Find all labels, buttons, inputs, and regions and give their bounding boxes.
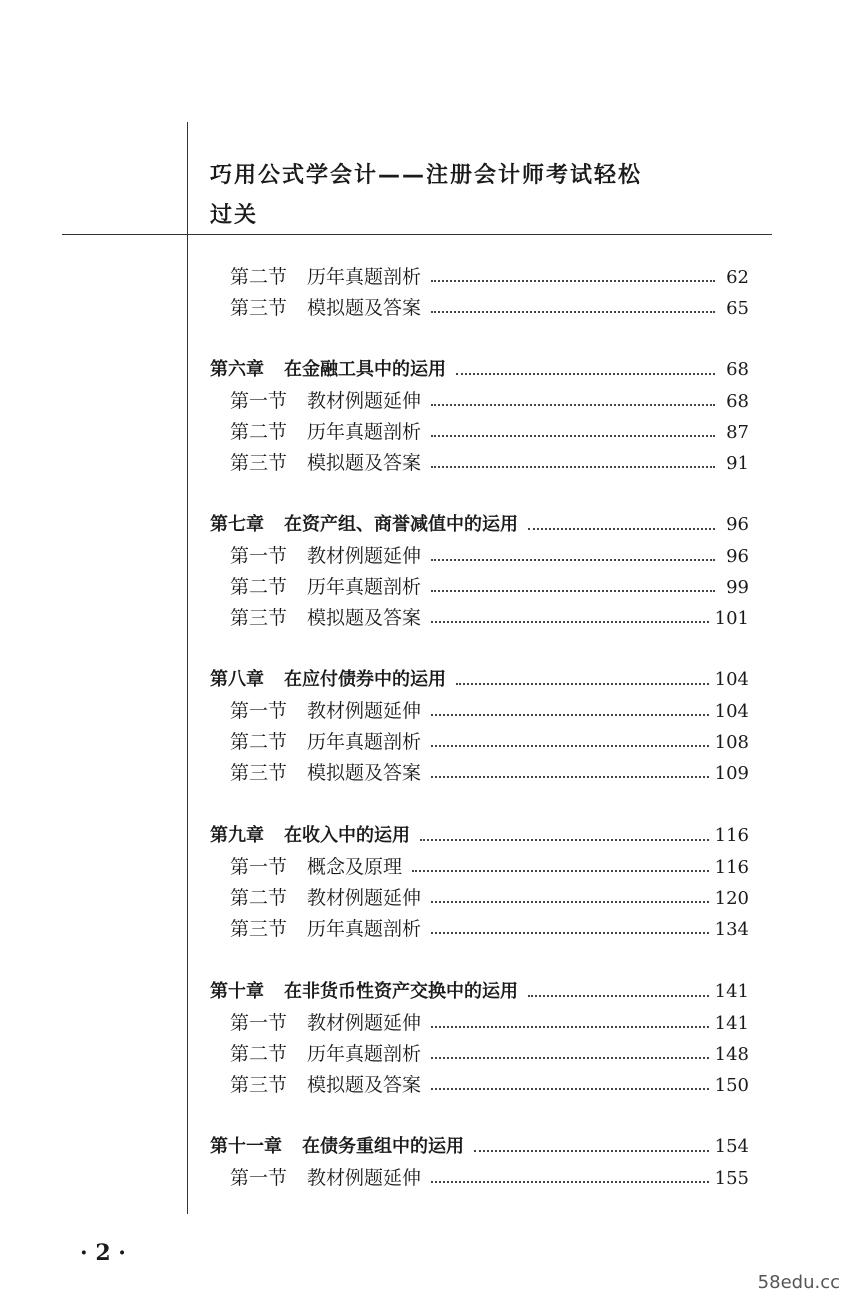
toc-entry-page: 65 bbox=[726, 298, 749, 319]
toc-entry-page: 87 bbox=[726, 422, 749, 443]
toc-entry-page: 62 bbox=[726, 267, 749, 288]
toc-entry-title: 在应付债券中的运用 bbox=[284, 669, 446, 690]
toc-dot-leader bbox=[431, 1088, 709, 1090]
toc-section-row bbox=[230, 727, 749, 757]
toc-entry-page: 99 bbox=[726, 577, 749, 598]
toc-entry-title: 模拟题及答案 bbox=[307, 452, 422, 474]
toc-section-row bbox=[230, 572, 749, 602]
toc-entry-title: 在债务重组中的运用 bbox=[302, 1136, 464, 1157]
toc-entry-number: 第一节 bbox=[230, 390, 288, 412]
toc-chapter-row bbox=[210, 821, 749, 851]
toc-entry-page: 134 bbox=[714, 919, 749, 940]
toc-dot-leader bbox=[431, 404, 715, 406]
toc-entry-title: 模拟题及答案 bbox=[307, 1074, 422, 1096]
toc-entry-title: 教材例题延伸 bbox=[307, 1167, 422, 1189]
toc-dot-leader bbox=[431, 1026, 709, 1028]
toc-entry-page: 109 bbox=[714, 763, 749, 784]
toc-entry-title: 教材例题延伸 bbox=[307, 545, 422, 567]
toc-section-row bbox=[230, 1008, 749, 1038]
watermark: 58edu.cc bbox=[757, 1272, 840, 1293]
toc-section-row bbox=[230, 603, 749, 633]
toc-entry-number: 第二节 bbox=[230, 421, 288, 443]
toc-entry-title: 教材例题延伸 bbox=[307, 887, 422, 909]
toc-entry-number: 第八章 bbox=[210, 669, 264, 690]
toc-entry-page: 141 bbox=[714, 1013, 749, 1034]
toc-entry-number: 第二节 bbox=[230, 887, 288, 909]
toc-dot-leader bbox=[412, 870, 709, 872]
toc-dot-leader bbox=[431, 621, 709, 623]
toc-entry-page: 155 bbox=[714, 1168, 749, 1189]
toc-dot-leader bbox=[474, 1150, 709, 1152]
toc-chapter-row bbox=[210, 665, 749, 695]
toc-entry-title: 历年真题剖析 bbox=[307, 266, 422, 288]
toc-entry-page: 104 bbox=[714, 701, 749, 722]
toc-entry-page: 150 bbox=[714, 1075, 749, 1096]
toc-entry-number: 第九章 bbox=[210, 825, 264, 846]
toc-entry-number: 第三节 bbox=[230, 762, 288, 784]
toc-entry-number: 第七章 bbox=[210, 514, 264, 535]
toc-entry-number: 第一节 bbox=[230, 1167, 288, 1189]
toc-entry-title: 在非货币性资产交换中的运用 bbox=[284, 981, 518, 1002]
toc-section-row bbox=[230, 448, 749, 478]
toc-section-row bbox=[230, 386, 749, 416]
toc-chapter-row bbox=[210, 977, 749, 1007]
toc-entry-page: 116 bbox=[714, 825, 749, 846]
toc-entry-page: 91 bbox=[726, 453, 749, 474]
toc-dot-leader bbox=[431, 745, 709, 747]
toc-entry-title: 模拟题及答案 bbox=[307, 762, 422, 784]
toc-section-row bbox=[230, 293, 749, 323]
toc-entry-title: 教材例题延伸 bbox=[307, 390, 422, 412]
toc-entry-number: 第二节 bbox=[230, 1043, 288, 1065]
toc-entry-page: 96 bbox=[726, 546, 749, 567]
toc-entry-title: 历年真题剖析 bbox=[307, 1043, 422, 1065]
toc-dot-leader bbox=[431, 1181, 709, 1183]
toc-entry-page: 108 bbox=[714, 732, 749, 753]
toc-entry-page: 96 bbox=[726, 514, 749, 535]
toc-dot-leader bbox=[431, 901, 709, 903]
toc-dot-leader bbox=[431, 714, 709, 716]
toc-section-row bbox=[230, 883, 749, 913]
toc-entry-title: 教材例题延伸 bbox=[307, 1012, 422, 1034]
toc-dot-leader bbox=[528, 995, 709, 997]
toc-dot-leader bbox=[456, 683, 709, 685]
page-number: · 2 · bbox=[80, 1240, 126, 1266]
toc-entry-title: 历年真题剖析 bbox=[307, 731, 422, 753]
toc-entry-title: 在收入中的运用 bbox=[284, 825, 410, 846]
toc-dot-leader bbox=[456, 373, 715, 375]
toc-entry-title: 概念及原理 bbox=[307, 856, 403, 878]
toc-section-row bbox=[230, 852, 749, 882]
toc-section-row bbox=[230, 541, 749, 571]
toc-entry-title: 模拟题及答案 bbox=[307, 607, 422, 629]
toc-dot-leader bbox=[431, 280, 715, 282]
header-title-line1: 巧用公式学会计——注册会计师考试轻松 bbox=[210, 163, 643, 188]
toc-entry-number: 第六章 bbox=[210, 359, 264, 380]
toc-entry-number: 第一节 bbox=[230, 545, 288, 567]
toc-dot-leader bbox=[431, 435, 715, 437]
toc-entry-page: 141 bbox=[714, 981, 749, 1002]
toc-section-row bbox=[230, 914, 749, 944]
toc-entry-number: 第三节 bbox=[230, 1074, 288, 1096]
toc-entry-page: 116 bbox=[714, 857, 749, 878]
toc-entry-number: 第二节 bbox=[230, 731, 288, 753]
toc-entry-number: 第二节 bbox=[230, 576, 288, 598]
toc-entry-page: 68 bbox=[726, 391, 749, 412]
toc-chapter-row bbox=[210, 355, 749, 385]
toc-entry-page: 101 bbox=[714, 608, 749, 629]
toc-entry-number: 第十一章 bbox=[210, 1136, 282, 1157]
toc-dot-leader bbox=[431, 466, 715, 468]
toc-section-row bbox=[230, 1039, 749, 1069]
toc-dot-leader bbox=[528, 528, 715, 530]
toc-entry-title: 历年真题剖析 bbox=[307, 918, 422, 940]
toc-chapter-row bbox=[210, 510, 749, 540]
toc-dot-leader bbox=[431, 559, 715, 561]
toc-entry-title: 历年真题剖析 bbox=[307, 576, 422, 598]
toc-section-row bbox=[230, 758, 749, 788]
toc-dot-leader bbox=[420, 839, 709, 841]
header-title-line2: 过关 bbox=[210, 203, 259, 228]
toc-entry-page: 68 bbox=[726, 359, 749, 380]
toc-section-row bbox=[230, 1070, 749, 1100]
toc-section-row bbox=[230, 417, 749, 447]
toc-dot-leader bbox=[431, 311, 715, 313]
toc-dot-leader bbox=[431, 590, 715, 592]
toc-entry-title: 教材例题延伸 bbox=[307, 700, 422, 722]
toc-chapter-row bbox=[210, 1132, 749, 1162]
toc-section-row bbox=[230, 696, 749, 726]
toc-dot-leader bbox=[431, 932, 709, 934]
toc-entry-title: 在金融工具中的运用 bbox=[284, 359, 446, 380]
toc-entry-title: 历年真题剖析 bbox=[307, 421, 422, 443]
toc-entry-page: 120 bbox=[714, 888, 749, 909]
toc-entry-number: 第十章 bbox=[210, 981, 264, 1002]
toc-dot-leader bbox=[431, 776, 709, 778]
toc-entry-number: 第一节 bbox=[230, 1012, 288, 1034]
toc-entry-number: 第二节 bbox=[230, 266, 288, 288]
toc-dot-leader bbox=[431, 1057, 709, 1059]
toc-section-row bbox=[230, 1163, 749, 1193]
toc-entry-number: 第三节 bbox=[230, 918, 288, 940]
toc-entry-number: 第三节 bbox=[230, 297, 288, 319]
toc-section-row bbox=[230, 262, 749, 292]
toc-entry-title: 在资产组、商誉减值中的运用 bbox=[284, 514, 518, 535]
toc-entry-title: 模拟题及答案 bbox=[307, 297, 422, 319]
toc-entry-number: 第三节 bbox=[230, 607, 288, 629]
toc-entry-page: 154 bbox=[714, 1136, 749, 1157]
toc-entry-number: 第三节 bbox=[230, 452, 288, 474]
toc-entry-number: 第一节 bbox=[230, 856, 288, 878]
toc-entry-page: 104 bbox=[714, 669, 749, 690]
toc-entry-page: 148 bbox=[714, 1044, 749, 1065]
toc-entry-number: 第一节 bbox=[230, 700, 288, 722]
